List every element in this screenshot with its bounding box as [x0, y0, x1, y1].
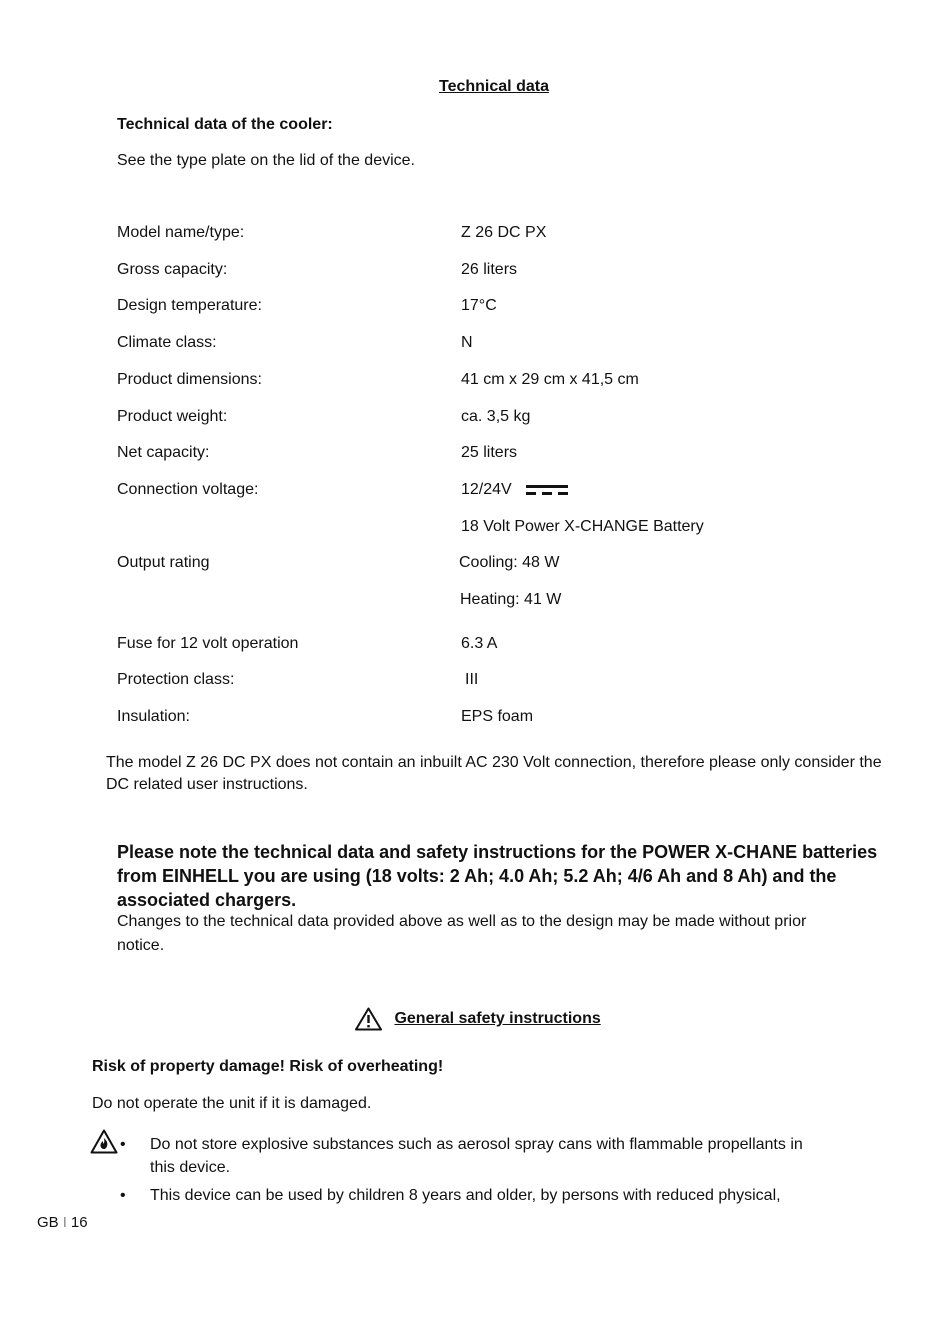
spec-value-heating: Heating: 41 W	[460, 591, 562, 608]
do-not-operate-text: Do not operate the unit if it is damaged.	[92, 1095, 372, 1112]
spec-value-battery: 18 Volt Power X-CHANGE Battery	[461, 518, 704, 535]
spec-label-weight: Product weight:	[117, 408, 228, 425]
risk-heading: Risk of property damage! Risk of overheating!	[92, 1058, 444, 1075]
bullet-icon: •	[120, 1136, 126, 1153]
spec-value-weight: ca. 3,5 kg	[461, 408, 531, 425]
safety-heading	[355, 1007, 601, 1031]
page-title: Technical data	[439, 78, 549, 95]
battery-note: Please note the technical data and safety instructions for the POWER X-CHANE batteries from EINHELL you are using (18 volts: 2 Ah; 4.0 Ah; 5.2 Ah; 4/6 Ah and 8 Ah) and the associated chargers.	[117, 842, 878, 910]
footer-language: GB	[37, 1214, 59, 1231]
spec-value-connection-voltage: 12/24V	[461, 481, 512, 498]
spec-value-dimensions: 41 cm x 29 cm x 41,5 cm	[461, 371, 639, 388]
bullet-icon: •	[120, 1187, 126, 1204]
spec-label-model: Model name/type:	[117, 224, 245, 241]
spec-value-connection-voltage-row	[461, 481, 568, 499]
changes-note: Changes to the technical data provided above as well as to the design may be made without prior notice.	[117, 913, 807, 954]
dc-note: The model Z 26 DC PX does not contain an inbuilt AC 230 Volt connection, therefore please only consider the DC related user instructions.	[106, 754, 882, 793]
bullet-text: This device can be used by children 8 years and older, by persons with reduced physical,	[150, 1187, 781, 1204]
spec-label-design-temperature: Design temperature:	[117, 297, 262, 314]
page-footer	[37, 1214, 88, 1231]
spec-label-fuse: Fuse for 12 volt operation	[117, 635, 299, 652]
footer-separator: I	[62, 1214, 67, 1231]
spec-value-design-temperature: 17°C	[461, 297, 497, 314]
spec-label-output-rating: Output rating	[117, 554, 210, 571]
spec-value-fuse: 6.3 A	[461, 635, 498, 652]
intro-text: See the type plate on the lid of the device.	[117, 152, 415, 169]
spec-label-climate-class: Climate class:	[117, 334, 217, 351]
spec-value-model: Z 26 DC PX	[461, 224, 547, 241]
spec-label-net-capacity: Net capacity:	[117, 444, 210, 461]
warning-icon	[355, 1007, 382, 1031]
safety-heading-text: General safety instructions	[394, 1010, 601, 1027]
page-number: 16	[70, 1214, 88, 1231]
spec-label-connection-voltage: Connection voltage:	[117, 481, 259, 498]
spec-label-gross-capacity: Gross capacity:	[117, 261, 228, 278]
spec-value-gross-capacity: 26 liters	[461, 261, 518, 278]
dc-current-icon	[526, 484, 568, 496]
spec-label-dimensions: Product dimensions:	[117, 371, 262, 388]
bullet-text: Do not store explosive substances such as aerosol spray cans with flammable propellants in this device.	[150, 1136, 803, 1176]
spec-value-insulation: EPS foam	[461, 708, 534, 725]
spec-value-protection-class: III	[465, 671, 479, 688]
spec-label-insulation: Insulation:	[117, 708, 190, 725]
flammable-warning-icon	[90, 1129, 118, 1154]
spec-value-cooling: Cooling: 48 W	[459, 554, 560, 571]
spec-value-climate-class: N	[461, 334, 473, 351]
spec-value-net-capacity: 25 liters	[461, 444, 518, 461]
cooler-heading: Technical data of the cooler:	[117, 116, 333, 133]
spec-label-protection-class: Protection class:	[117, 671, 235, 688]
